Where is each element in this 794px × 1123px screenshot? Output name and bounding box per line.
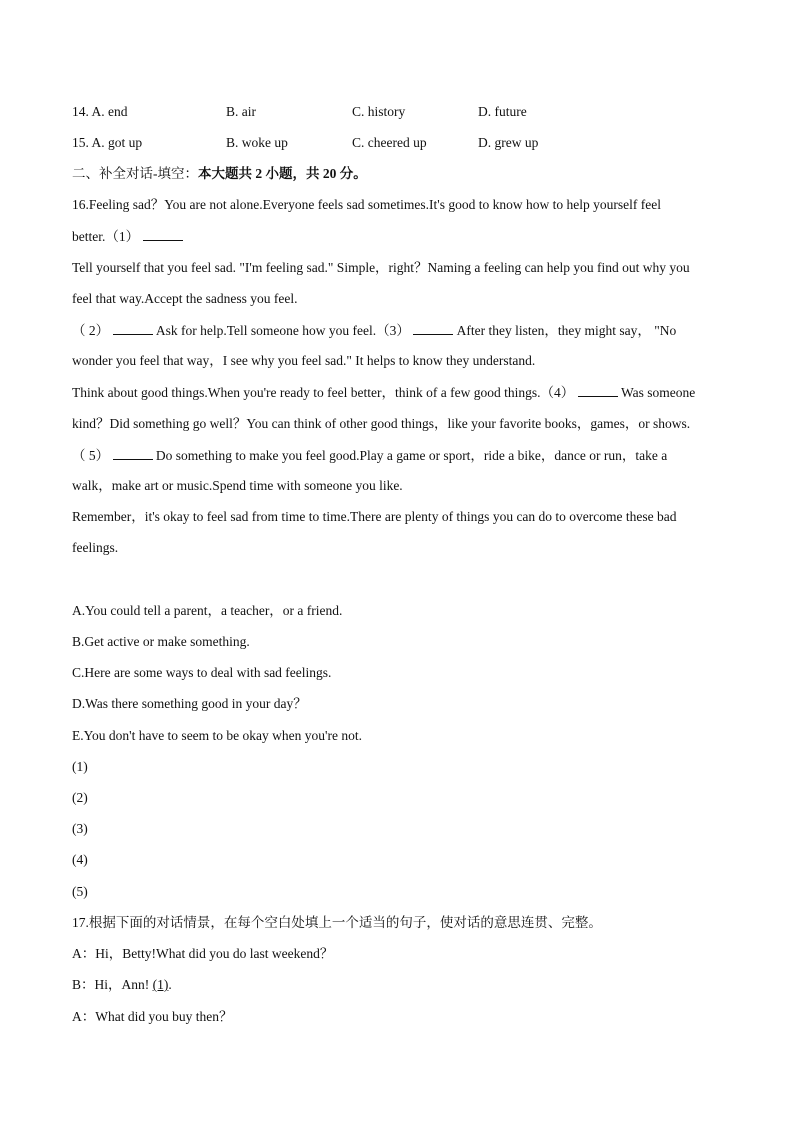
answer-slot-5[interactable]: (5) xyxy=(72,884,88,899)
q14-option-d: D. future xyxy=(478,104,527,119)
q16-line-7: Think about good things.When you're ready to feel better，think of a few good things.（4） Was someone xyxy=(72,385,696,400)
q15-number: 15. xyxy=(72,135,89,150)
q16-line-1: 16.Feeling sad？You are not alone.Everyone feels sad sometimes.It's good to know how to help yourself feel xyxy=(72,197,661,212)
q16-line-2: better.（1） xyxy=(72,228,183,245)
choice-e: E.You don't have to seem to be okay when you're not. xyxy=(72,728,362,743)
choice-d: D.Was there something good in your day？ xyxy=(72,696,307,711)
q16-line-11: Remember，it's okay to feel sad from time to time.There are plenty of things you can do to overcome these bad xyxy=(72,509,677,524)
q16-line-4: feel that way.Accept the sadness you feel. xyxy=(72,291,298,306)
q16-line-8: kind？Did something go well？You can think of other good things，like your favorite books，games，or shows. xyxy=(72,416,691,431)
answer-slot-4[interactable]: (4) xyxy=(72,852,88,867)
blank-1[interactable] xyxy=(143,228,183,241)
section-heading-note: 本大题共 2 小题，共 20 分。 xyxy=(198,166,367,181)
q16-line-6: wonder you feel that way，I see why you feel sad." It helps to know they understand. xyxy=(72,353,536,368)
q17-number: 17. xyxy=(72,915,89,930)
q16-line-5: （ 2） Ask for help.Tell someone how you feel.（3） After they listen，they might say， "No xyxy=(72,323,677,338)
answer-slot-3[interactable]: (3) xyxy=(72,821,88,836)
q14-option-a: 14. A. end xyxy=(72,104,128,119)
answer-slot-2[interactable]: (2) xyxy=(72,790,88,805)
q15-option-a: 15. A. got up xyxy=(72,135,143,150)
question-15 xyxy=(72,135,722,151)
dialogue-line-2: B：Hi，Ann! (1). xyxy=(72,977,172,992)
dialogue-line-3: A：What did you buy then？ xyxy=(72,1009,233,1024)
q16-line-12: feelings. xyxy=(72,540,119,555)
dialogue-blank-1[interactable]: (1) xyxy=(152,977,169,992)
choice-a: A.You could tell a parent，a teacher，or a friend. xyxy=(72,603,343,618)
q14-number: 14. xyxy=(72,104,89,119)
answer-slot-1[interactable]: (1) xyxy=(72,759,88,774)
section-heading xyxy=(72,166,367,182)
q16-line-10: walk，make art or music.Spend time with someone you like. xyxy=(72,478,403,493)
q15-option-b: B. woke up xyxy=(226,135,288,150)
section-heading-title: 二、补全对话-填空： xyxy=(72,166,198,181)
blank-3[interactable] xyxy=(413,322,453,335)
q14-option-c: C. history xyxy=(352,104,406,119)
blank-2[interactable] xyxy=(113,322,153,335)
blank-4[interactable] xyxy=(578,384,618,397)
q15-option-c: C. cheered up xyxy=(352,135,427,150)
q16-line-9: （ 5） Do something to make you feel good.Play a game or sport，ride a bike，dance or run，take a xyxy=(72,448,668,463)
choice-c: C.Here are some ways to deal with sad feelings. xyxy=(72,665,332,680)
q15-option-d: D. grew up xyxy=(478,135,539,150)
choice-b: B.Get active or make something. xyxy=(72,634,250,649)
q17-instruction: 17.根据下面的对话情景，在每个空白处填上一个适当的句子，使对话的意思连贯、完整。 xyxy=(72,915,602,930)
question-14 xyxy=(72,104,722,120)
q16-line-3: Tell yourself that you feel sad. "I'm feeling sad." Simple，right？Naming a feeling can help you find out why you xyxy=(72,260,690,275)
dialogue-line-1: A：Hi，Betty!What did you do last weekend？ xyxy=(72,946,334,961)
blank-5[interactable] xyxy=(113,447,153,460)
q16-number: 16. xyxy=(72,197,89,212)
q14-option-b: B. air xyxy=(226,104,256,119)
